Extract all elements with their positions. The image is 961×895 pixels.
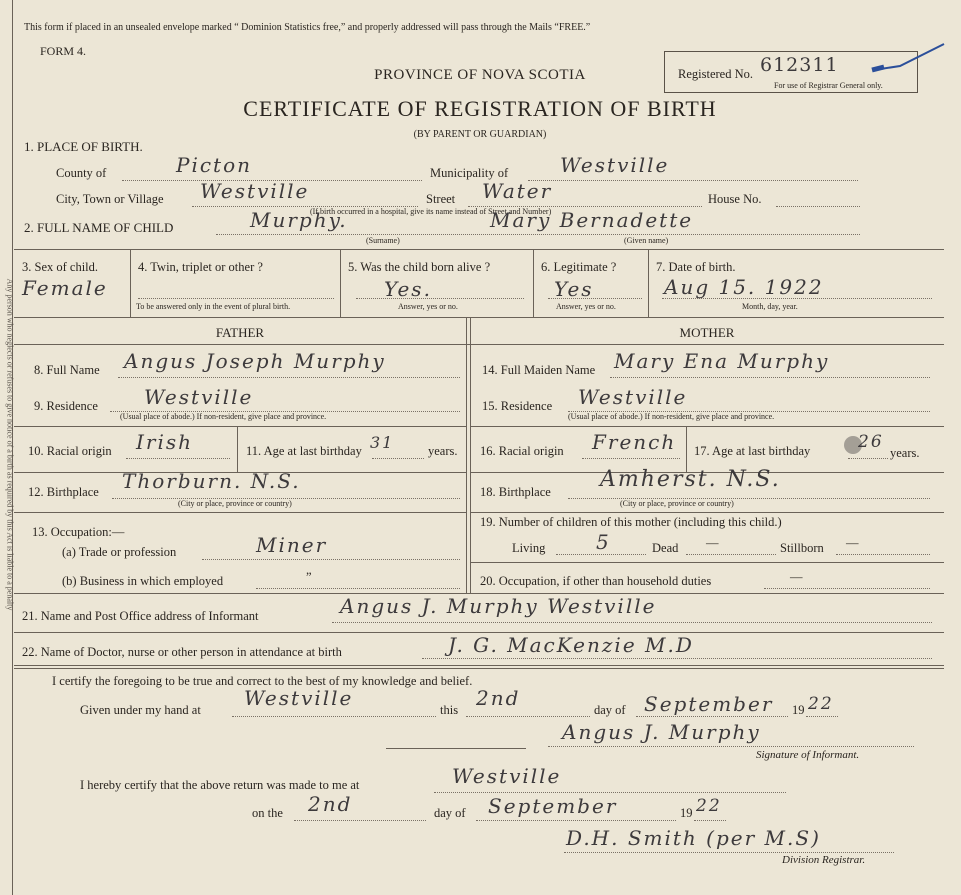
mother-birthplace-value: Amherst. N.S. (600, 467, 781, 492)
father-age-value: 31 (370, 433, 395, 452)
registrar-signature: D.H. Smith (per M.S) (566, 826, 821, 850)
mother-residence-note: (Usual place of abode.) If non-resident, give place and province. (568, 412, 775, 421)
registrar-on-the-label: on the (252, 806, 283, 820)
sex-value: Female (22, 276, 108, 300)
informant-label: 21. Name and Post Office address of Informant (22, 609, 259, 623)
province-heading: PROVINCE OF NOVA SCOTIA (374, 67, 586, 83)
date-of-birth-label: 7. Date of birth. (656, 260, 736, 274)
mother-birthplace-label: 18. Birthplace (480, 485, 551, 499)
dead-value: — (706, 536, 719, 550)
municipality-label: Municipality of (430, 166, 509, 180)
certificate-subtitle: (BY PARENT OR GUARDIAN) (413, 129, 547, 140)
born-alive-label: 5. Was the child born alive ? (348, 260, 491, 274)
blue-tick-mark (870, 40, 950, 76)
father-business-label: (b) Business in which employed (62, 574, 224, 588)
father-name-value: Angus Joseph Murphy (124, 349, 386, 373)
mother-occupation-label: 20. Occupation, if other than household duties (480, 574, 712, 588)
surname-note: (Surname) (366, 236, 400, 245)
born-alive-note: Answer, yes or no. (398, 302, 458, 311)
mother-age-label: 17. Age at last birthday (694, 444, 811, 458)
father-business-value: ” (306, 570, 312, 584)
father-trade-label: (a) Trade or profession (62, 545, 177, 559)
living-label: Living (512, 541, 546, 555)
twin-note: To be answered only in the event of plural birth. (136, 302, 291, 311)
registrar-day-value: 2nd (308, 792, 353, 816)
given-place-value: Westville (244, 686, 354, 710)
dead-label: Dead (652, 541, 679, 555)
mother-age-years: years. (890, 446, 920, 460)
county-label: County of (56, 166, 107, 180)
father-trade-value: Miner (256, 533, 328, 557)
registrar-year-prefix: 19 (680, 806, 693, 820)
mother-racial-value: French (592, 430, 677, 454)
street-value: Water (482, 179, 553, 203)
given-at-label: Given under my hand at (80, 703, 201, 717)
father-residence-note: (Usual place of abode.) If non-resident, give place and province. (120, 412, 327, 421)
given-this-label: this (440, 703, 459, 717)
father-occupation-label: 13. Occupation:— (32, 525, 125, 539)
legitimate-note: Answer, yes or no. (556, 302, 616, 311)
father-name-label: 8. Full Name (34, 363, 100, 377)
registered-number: 612311 (760, 54, 839, 76)
mother-name-value: Mary Ena Murphy (614, 349, 830, 373)
given-year-value: 22 (808, 694, 834, 714)
father-birthplace-value: Thorburn. N.S. (122, 469, 301, 493)
city-value: Westville (200, 179, 310, 203)
place-of-birth-heading: 1. PLACE OF BIRTH. (24, 139, 143, 154)
father-birthplace-label: 12. Birthplace (28, 485, 99, 499)
stillborn-label: Stillborn (780, 541, 824, 555)
registrar-signature-caption: Division Registrar. (782, 854, 866, 866)
informant-value: Angus J. Murphy Westville (340, 594, 657, 618)
mother-birthplace-note: (City or place, province or country) (620, 499, 734, 508)
county-value: Picton (176, 153, 253, 177)
father-racial-label: 10. Racial origin (28, 444, 112, 458)
child-name-label: 2. FULL NAME OF CHILD (24, 220, 174, 235)
given-year-prefix: 19 (792, 703, 805, 717)
father-age-years: years. (428, 444, 458, 458)
certificate-title: CERTIFICATE OF REGISTRATION OF BIRTH (243, 96, 717, 121)
doctor-value: J. G. MacKenzie M.D (448, 633, 694, 657)
sex-label: 3. Sex of child. (22, 260, 99, 274)
father-residence-label: 9. Residence (34, 399, 98, 413)
living-value: 5 (596, 530, 611, 554)
father-birthplace-note: (City or place, province or country) (178, 499, 292, 508)
legitimate-label: 6. Legitimate ? (541, 260, 617, 274)
father-residence-value: Westville (144, 385, 254, 409)
born-alive-value: Yes. (384, 277, 432, 301)
certify-statement: I certify the foregoing to be true and correct to the best of my knowledge and belief. (52, 674, 473, 688)
father-heading: FATHER (215, 325, 265, 340)
form-number: FORM 4. (40, 44, 87, 58)
registrar-year-value: 22 (696, 796, 722, 816)
mother-racial-label: 16. Racial origin (480, 444, 564, 458)
mother-heading: MOTHER (679, 325, 735, 340)
city-label: City, Town or Village (56, 192, 164, 206)
mother-residence-value: Westville (578, 385, 688, 409)
given-month-value: September (644, 692, 774, 716)
house-number-label: House No. (708, 192, 762, 206)
informant-signature-caption: Signature of Informant. (756, 749, 860, 761)
registrar-month-value: September (488, 794, 618, 818)
date-of-birth-note: Month, day, year. (742, 302, 798, 311)
street-label: Street (426, 192, 456, 206)
margin-text: Any person who neglects or refuses to give notice of a birth as required by this Act is liable to a penalty (5, 278, 15, 611)
mother-age-value: 26 (858, 432, 884, 452)
registrar-statement: I hereby certify that the above return was made to me at (80, 778, 360, 792)
mother-name-label: 14. Full Maiden Name (482, 363, 596, 377)
registrar-day-of-label: day of (434, 806, 466, 820)
children-count-label: 19. Number of children of this mother (including this child.) (480, 515, 782, 529)
hospital-note: (If birth occurred in a hospital, give its name instead of Street and Number) (310, 207, 552, 216)
twin-label: 4. Twin, triplet or other ? (138, 260, 263, 274)
doctor-label: 22. Name of Doctor, nurse or other person in attendance at birth (22, 645, 342, 659)
mother-occupation-value: — (790, 570, 803, 584)
father-age-label: 11. Age at last birthday (246, 444, 362, 458)
mother-residence-label: 15. Residence (482, 399, 553, 413)
legitimate-value: Yes (554, 277, 594, 301)
registrar-place-value: Westville (452, 764, 562, 788)
date-of-birth-value: Aug 15. 1922 (664, 275, 824, 299)
registrar-note: For use of Registrar General only. (774, 81, 883, 90)
postal-notice: This form if placed in an unsealed envelope marked “ Dominion Statistics free,” and properly addressed will pass through the Mails “FREE.” (24, 22, 591, 33)
child-given-name: Mary Bernadette (490, 208, 694, 232)
given-day-of-label: day of (594, 703, 626, 717)
informant-signature: Angus J. Murphy (562, 720, 761, 744)
registered-label: Registered No. (678, 67, 753, 81)
father-racial-value: Irish (136, 430, 194, 454)
stillborn-value: — (846, 536, 859, 550)
municipality-value: Westville (560, 153, 670, 177)
child-surname: Murphy. (250, 208, 348, 232)
given-name-note: (Given name) (624, 236, 669, 245)
given-day-value: 2nd (476, 686, 521, 710)
